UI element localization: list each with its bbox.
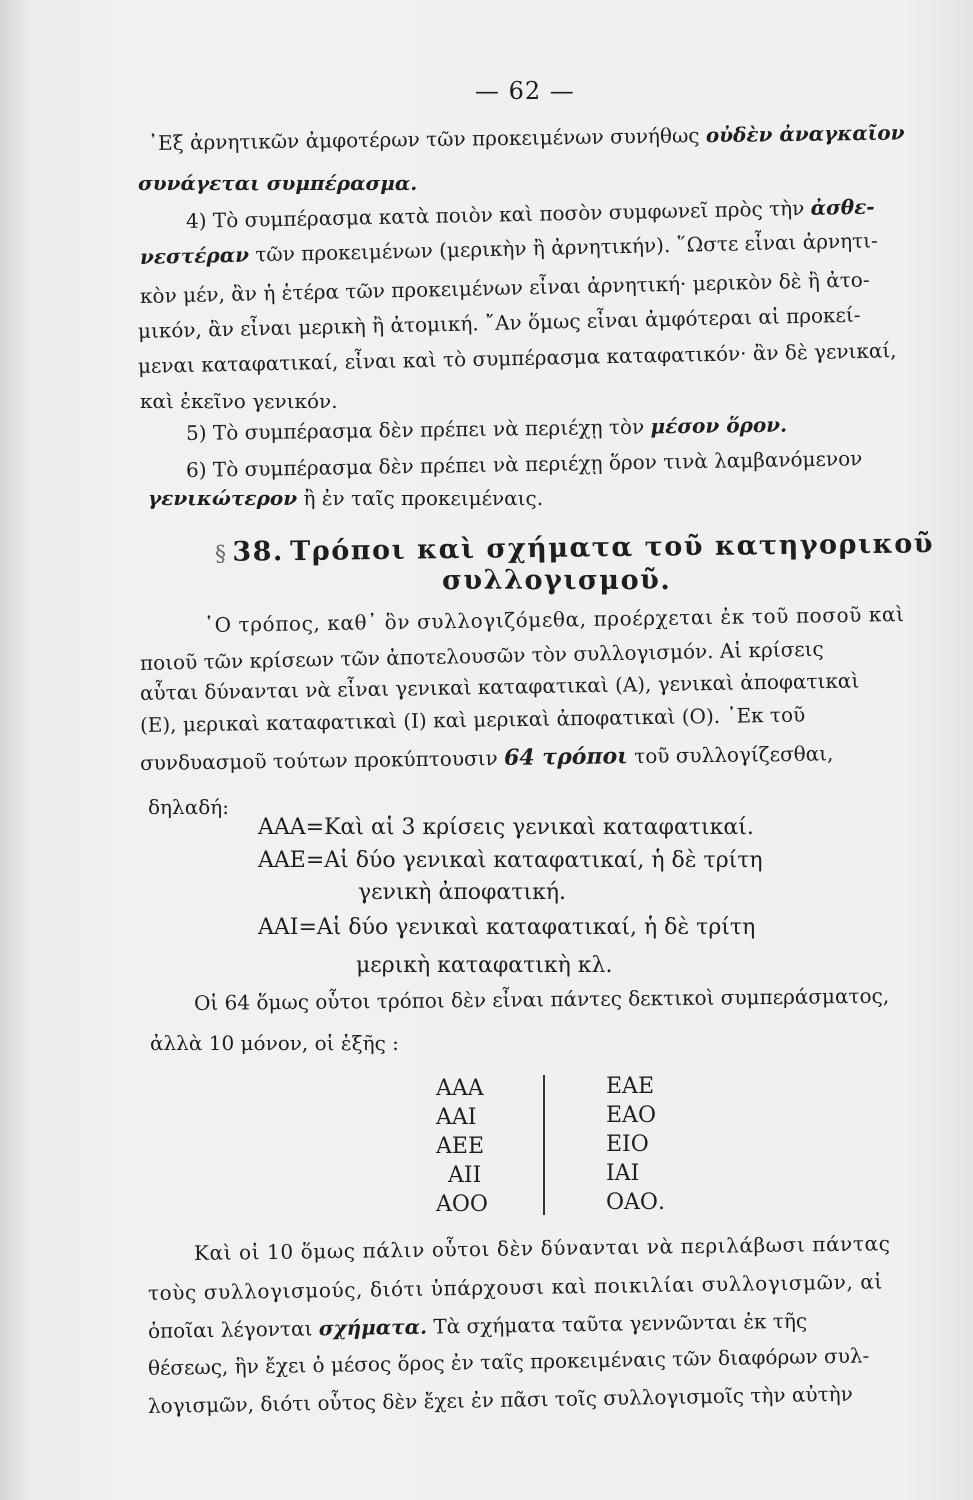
mood-item: ΙΑΙ <box>606 1161 640 1186</box>
section-heading-line1 <box>214 528 935 568</box>
example-aae: ΑΑΕ=Αἱ δύο γενικαὶ καταφατικαί, ἡ δὲ τρίτη <box>258 848 763 873</box>
mood-item: ΕΑΕ <box>606 1074 655 1099</box>
rule6-emphasis: γενικώτερον <box>148 486 298 510</box>
rule5-line <box>186 412 787 446</box>
para2-line6: δηλαδή: <box>148 795 229 819</box>
para4-text: ὁποῖαι λέγονται <box>147 1316 319 1343</box>
para2-line4: (Ε), μερικαὶ καταφατικαὶ (Ι) καὶ μερικαὶ ἀποφατικαὶ (Ο). ᾿Εκ τοῦ <box>139 702 806 737</box>
rule5-emphasis: μέσον ὅρον. <box>650 412 788 439</box>
rule4-text: 4) Τὸ συμπέρασμα κατὰ ποιὸν καὶ ποσὸν συμφωνεῖ πρὸς τὴν <box>185 195 811 233</box>
para3-line1: Οἱ 64 ὅμως οὗτοι τρόποι δὲν εἶναι πάντες δεκτικοὶ συμπεράσματος, <box>193 983 890 1015</box>
para1-emphasis: οὐδὲν ἀναγκαῖον <box>705 120 905 148</box>
rule4-line4: μικόν, ἂν εἶναι μερικὴ ἢ ἀτομική. ῎Αν ὅμως εἶναι ἀμφότεραι αἱ προκεί- <box>137 302 861 343</box>
para4-text-2: Τὰ σχήματα ταῦτα γεννῶνται ἐκ τῆς <box>426 1308 808 1339</box>
rule6-line1: 6) Τὸ συμπέρασμα δὲν πρέπει νὰ περιέχῃ ὅρον τινὰ λαμβανόμενον <box>185 446 863 482</box>
section-heading-line2 <box>442 565 672 596</box>
section-title-2: συλλογισμοῦ. <box>442 565 672 596</box>
rule4-line6: καὶ ἐκεῖνο γενικόν. <box>140 389 338 413</box>
table-divider <box>543 1075 545 1215</box>
page-number: — 62 — <box>475 77 575 105</box>
para1-line2 <box>138 170 417 196</box>
rule4-line1 <box>186 194 875 234</box>
para2-line3: αὗται δύνανται νὰ εἶναι γενικαὶ καταφατικαὶ (Α), γενικαὶ ἀποφατικαὶ <box>139 668 860 705</box>
rule6-line2 <box>148 485 543 511</box>
para4-emphasis: σχήματα. <box>318 1314 428 1341</box>
example-aaa: ΑΑΑ=Καὶ αἱ 3 κρίσεις γενικαὶ καταφατικαί. <box>258 815 754 840</box>
mood-item: ΕΑΟ <box>606 1103 656 1128</box>
moods-left-column <box>436 1074 488 1219</box>
para4-line4: θέσεως, ἣν ἔχει ὁ μέσος ὅρος ἐν ταῖς προκειμέναις τῶν διαφόρων συλ- <box>147 1343 870 1380</box>
rule4-text-2: τῶν προκειμένων (μερικὴν ἢ ἀρνητικήν). ῞Ωστε εἶναι ἀρνητι- <box>248 228 879 267</box>
mood-item: ΟΑΟ. <box>606 1190 665 1215</box>
mood-item: ΕΙΟ <box>606 1132 649 1157</box>
section-symbol: § <box>214 541 227 567</box>
para1-line1 <box>148 119 905 156</box>
example-aai: ΑΑΙ=Αἱ δύο γενικαὶ καταφατικαί, ἡ δὲ τρίτη <box>258 915 756 940</box>
rule4-line2 <box>140 227 878 270</box>
rule4-line3: κὸν μέν, ἂν ἡ ἑτέρα τῶν προκειμένων εἶναι ἀρνητική· μερικὸν δὲ ἢ ἀτο- <box>139 267 870 308</box>
mood-item: ΑΕΕ <box>436 1134 485 1159</box>
para2-emphasis: 64 τρόποι <box>503 743 629 771</box>
para4-line3 <box>148 1308 807 1344</box>
para2-text: συνδυασμοῦ τούτων προκύπτουσιν <box>139 745 505 775</box>
mood-item: ΑΙΙ <box>448 1163 482 1188</box>
mood-item: ΑΟΟ <box>436 1192 488 1217</box>
para2-line5 <box>140 740 834 776</box>
moods-right-column <box>606 1072 665 1217</box>
para3-line2: ἀλλὰ 10 μόνον, οἱ ἑξῆς : <box>150 1031 399 1055</box>
mood-item: ΑΑΙ <box>436 1105 477 1130</box>
example-aai-cont: μερικὴ καταφατικὴ κλ. <box>356 953 613 978</box>
rule5-text: 5) Τὸ συμπέρασμα δὲν πρέπει νὰ περιέχῃ τὸν <box>185 414 651 445</box>
rule4-line5: μεναι καταφατικαί, εἶναι καὶ τὸ συμπέρασμα καταφατικόν· ἂν δὲ γενικαί, <box>137 338 897 378</box>
section-title: Τρόποι καὶ σχήματα τοῦ κατηγορικοῦ <box>289 528 935 568</box>
rule4-emphasis-2: νεστέραν <box>139 242 250 269</box>
para2-text-2: τοῦ συλλογίζεσθαι, <box>627 741 834 769</box>
example-aae-cont: γενικὴ ἀποφατική. <box>358 880 567 905</box>
para2-line2: ποιοῦ τῶν κρίσεων τῶν ἀποτελουσῶν τὸν συλλογισμόν. Αἱ κρίσεις <box>139 636 824 675</box>
para4-line5: λογισμῶν, διότι οὗτος δὲν ἔχει ἐν πᾶσι τοῖς συλλογισμοῖς τὴν αὐτὴν <box>147 1381 853 1418</box>
para4-line2: τοὺς συλλογισμούς, διότι ὑπάρχουσι καὶ ποικιλίαι συλλογισμῶν, αἱ <box>147 1269 883 1305</box>
para1-text: ᾿Εξ ἀρνητικῶν ἀμφοτέρων τῶν προκειμένων συνήθως <box>147 123 707 155</box>
para4-line1: Καὶ οἱ 10 ὅμως πάλιν οὗτοι δὲν δύνανται νὰ περιλάβωσι πάντας <box>193 1231 891 1265</box>
para1-emphasis-2: συνάγεται συμπέρασμα. <box>138 171 418 195</box>
section-number: 38. <box>232 536 285 568</box>
rule4-emphasis: ἀσθε- <box>810 194 875 220</box>
rule6-text: ἢ ἐν ταῖς προκειμέναις. <box>297 486 544 510</box>
mood-item: ΑΑΑ <box>436 1076 484 1101</box>
para2-line1: ῾Ο τρόπος, καθ᾿ ὃν συλλογιζόμεθα, προέρχεται ἐκ τοῦ ποσοῦ καὶ <box>203 601 905 637</box>
